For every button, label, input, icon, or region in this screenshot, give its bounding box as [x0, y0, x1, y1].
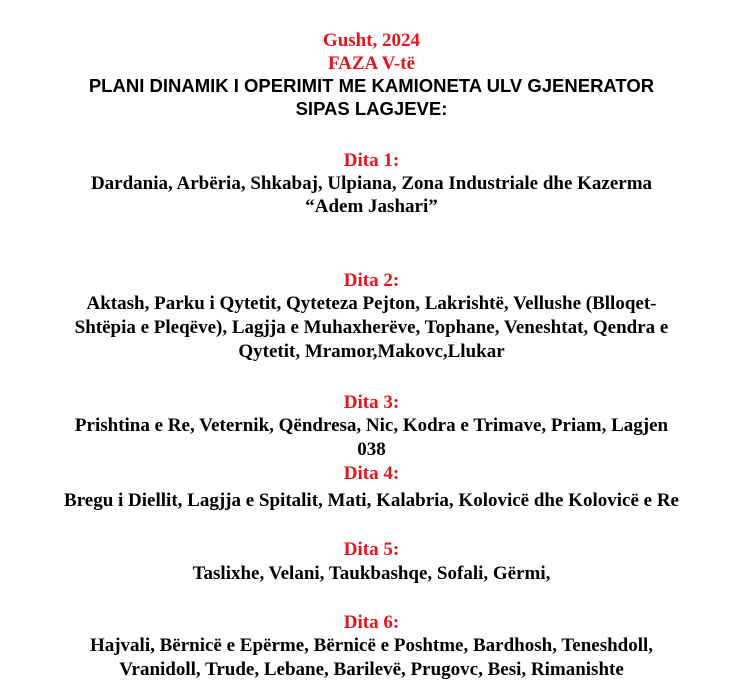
day-3-line: Prishtina e Re, Veternik, Qëndresa, Nic, Kodra e Trimave, Priam, Lagjen [74, 415, 669, 436]
month-heading: Gusht, 2024 [322, 30, 421, 51]
day-1-line: “Adem Jashari” [305, 196, 438, 217]
day-3-label: Dita 3: [343, 392, 400, 413]
day-4-label: Dita 4: [343, 463, 400, 484]
day-2-line: Qytetit, Mramor,Makovc,Llukar [238, 341, 505, 362]
day-6-label: Dita 6: [343, 612, 400, 633]
day-3-line: 038 [357, 439, 386, 460]
day-2-line: Aktash, Parku i Qytetit, Qyteteza Pejton, Lakrishtë, Vellushe (Blloqet- [86, 293, 657, 314]
day-2-label: Dita 2: [343, 270, 400, 291]
day-5-line: Taslixhe, Velani, Taukbashqe, Sofali, Gërmi, [192, 563, 551, 584]
phase-heading: FAZA V-të [327, 53, 416, 74]
day-2-line: Shtëpia e Pleqëve), Lagjja e Muhaxherëve, Tophane, Veneshtat, Qendra e [74, 317, 669, 338]
day-6-line: Hajvali, Bërnicë e Epërme, Bërnicë e Poshtme, Bardhosh, Teneshdoll, [89, 635, 654, 656]
day-5-label: Dita 5: [343, 539, 400, 560]
title-line-2: SIPAS LAGJEVE: [295, 98, 448, 119]
day-6-line: Vranidoll, Trude, Lebane, Barilevë, Prugovc, Besi, Rimanishte [119, 659, 624, 680]
day-1-label: Dita 1: [343, 150, 400, 171]
day-4-line: Bregu i Diellit, Lagjja e Spitalit, Mati, Kalabria, Kolovicë dhe Kolovicë e Re [64, 490, 679, 511]
title-line-1: PLANI DINAMIK I OPERIMIT ME KAMIONETA ULV GJENERATOR [88, 75, 655, 96]
day-1-line: Dardania, Arbëria, Shkabaj, Ulpiana, Zona Industriale dhe Kazerma [90, 173, 653, 194]
